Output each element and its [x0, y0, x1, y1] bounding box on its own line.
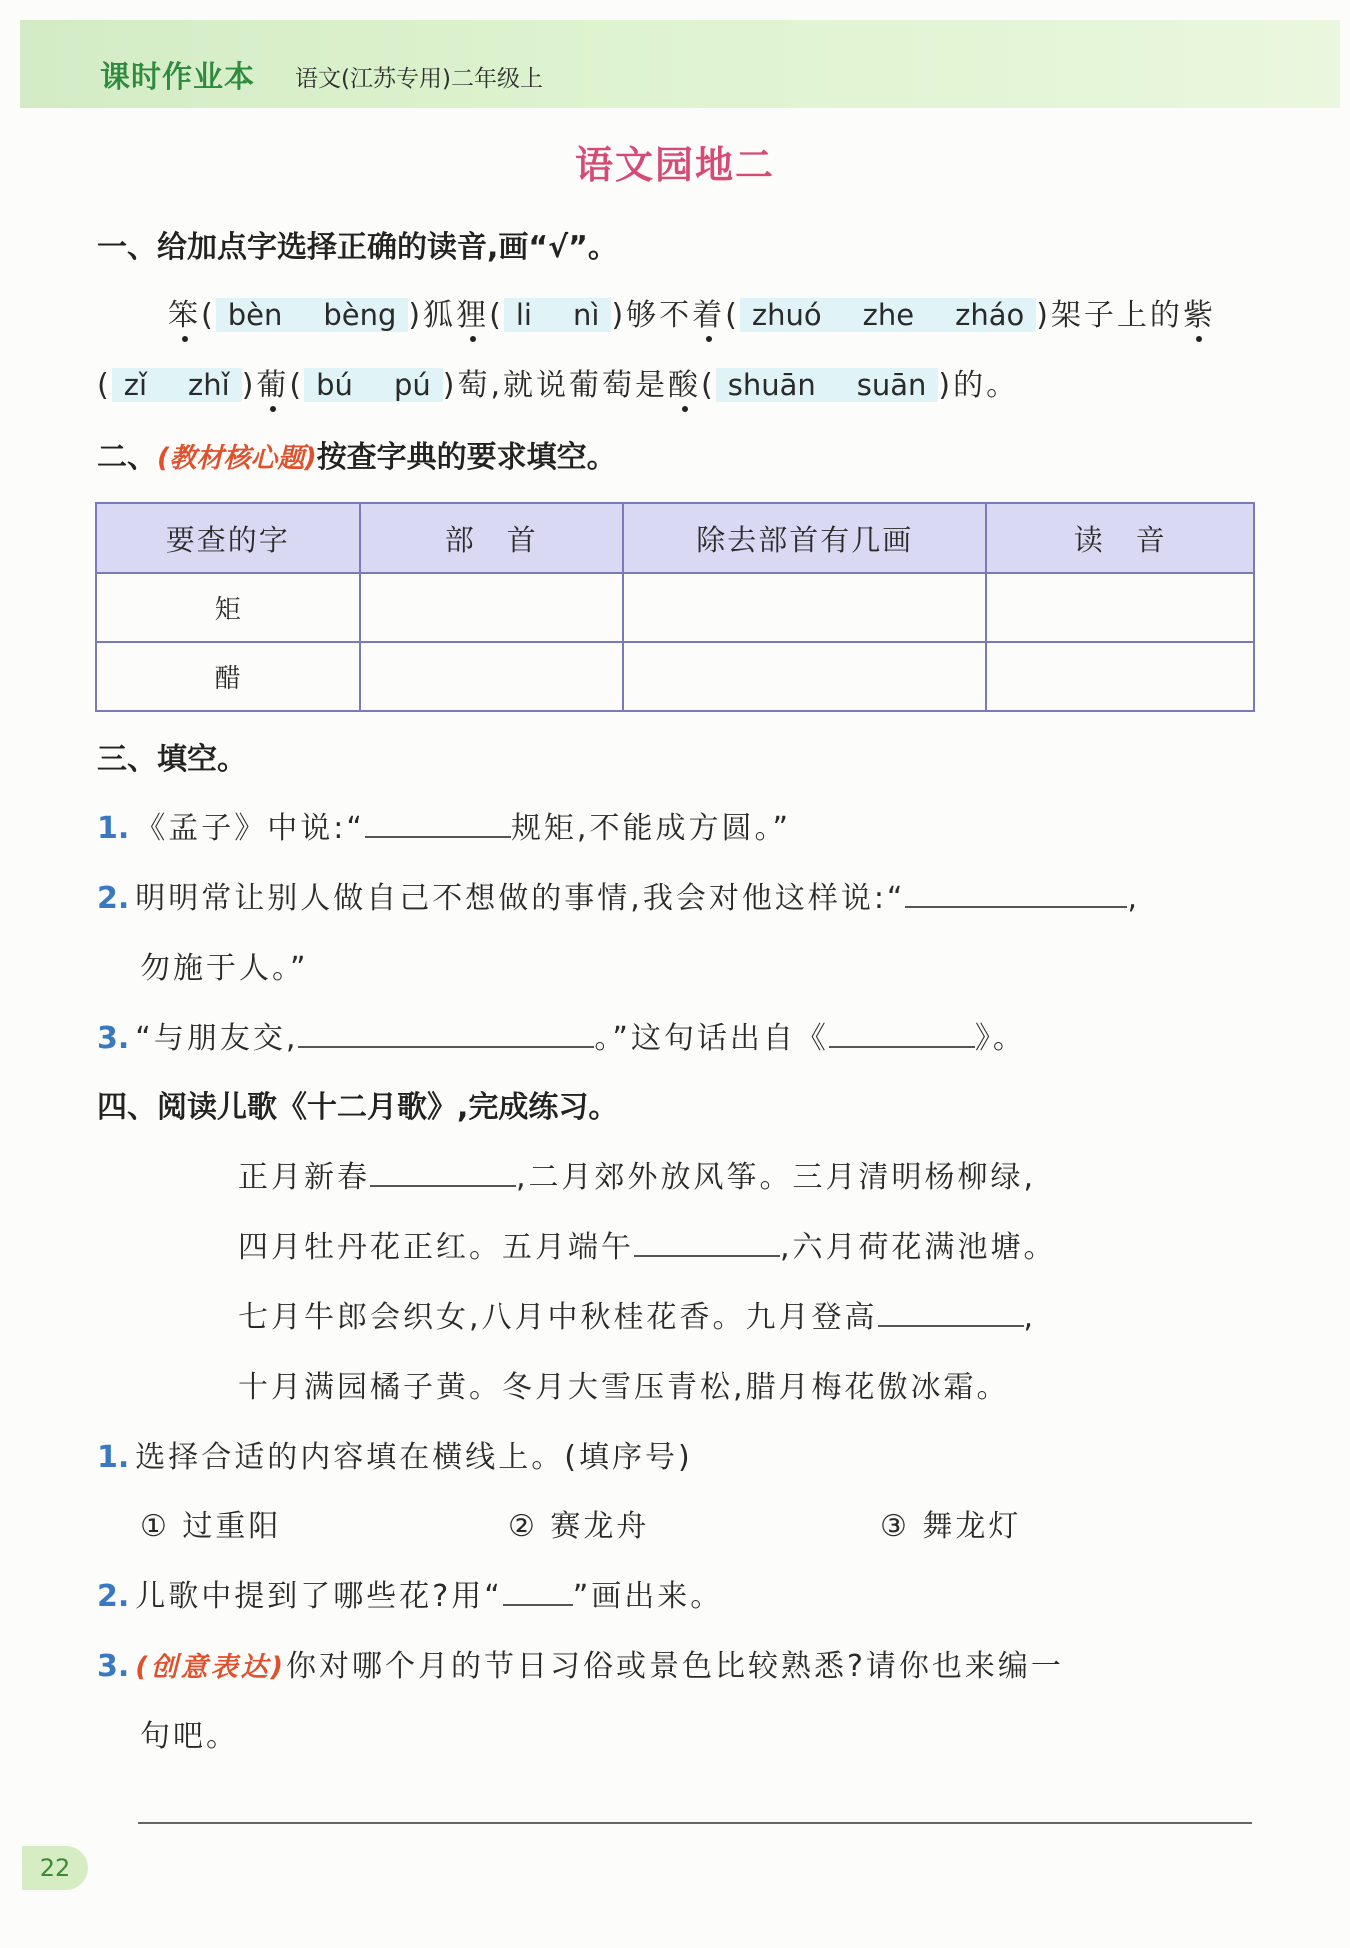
poem-line-3: 七月牛郎会织女,八月中秋桂花香。九月登高 , — [238, 1300, 1037, 1335]
col-header: 读 音 — [986, 503, 1254, 573]
answer-line[interactable] — [138, 1822, 1252, 1824]
section-1-heading: 一、给加点字选择正确的读音,画“√”。 — [97, 230, 618, 265]
table-row — [96, 642, 1254, 711]
pinyin-choices[interactable]: zhuó zhe zháo — [740, 298, 1036, 332]
s3-q3: 3. “与朋友交, 。”这句话出自《 》。 — [97, 1021, 1026, 1056]
fill-blank[interactable] — [878, 1301, 1024, 1327]
option-2: ② 赛龙舟 — [508, 1509, 650, 1544]
core-question-tag: (教材核心题) — [157, 443, 317, 474]
book-title: 语文(江苏专用)二年级上 — [295, 66, 543, 92]
pinyin-cell[interactable] — [986, 573, 1254, 642]
s1-line-2: ( zǐ zhǐ )葡( bú pú )萄,就说葡萄是酸( shuān suān )的。 — [97, 360, 1019, 404]
pinyin-choices[interactable]: bú pú — [304, 368, 443, 402]
col-header: 要查的字 — [96, 503, 360, 573]
strokes-cell[interactable] — [623, 573, 986, 642]
option-1: ① 过重阳 — [140, 1509, 282, 1544]
poem-line-1: 正月新春 ,二月郊外放风筝。三月清明杨柳绿, — [238, 1160, 1037, 1195]
section-3-heading: 三、填空。 — [97, 742, 247, 777]
pinyin-cell[interactable] — [986, 642, 1254, 711]
s4-q1: 1. 选择合适的内容填在横线上。(填序号) — [97, 1440, 693, 1475]
s4-q3: 3. (创意表达)你对哪个月的节日习俗或景色比较熟悉?请你也来编一 — [97, 1649, 1064, 1684]
dotted-char: 酸 — [668, 360, 701, 404]
s4-q3-cont: 句吧。 — [140, 1719, 239, 1754]
dotted-char: 笨 — [168, 290, 201, 334]
fill-blank[interactable] — [365, 812, 511, 838]
section-2-heading: 二、(教材核心题)按查字典的要求填空。 — [97, 440, 617, 475]
pinyin-choices[interactable]: zǐ zhǐ — [112, 368, 242, 402]
s4-q2: 2. 儿歌中提到了哪些花?用“ ”画出来。 — [97, 1579, 724, 1614]
strokes-cell[interactable] — [623, 642, 986, 711]
dotted-char: 狸 — [456, 290, 489, 334]
fill-blank[interactable] — [829, 1022, 975, 1048]
s3-q1: 1. 《孟子》中说:“ 规矩,不能成方圆。” — [97, 811, 792, 846]
s3-q2: 2. 明明常让别人做自己不想做的事情,我会对他这样说:“ , — [97, 881, 1141, 916]
poem-line-2: 四月牡丹花正红。五月端午 ,六月荷花满池塘。 — [238, 1230, 1057, 1265]
pinyin-choices[interactable]: shuān suān — [716, 368, 939, 402]
option-3: ③ 舞龙灯 — [880, 1509, 1022, 1544]
pinyin-choices[interactable]: bèn bèng — [216, 298, 409, 332]
dictionary-table — [95, 502, 1255, 712]
page-title: 语文园地二 — [574, 143, 775, 187]
series-brand: 课时作业本 — [100, 60, 255, 95]
radical-cell[interactable] — [360, 642, 624, 711]
dotted-char: 着 — [692, 290, 725, 334]
col-header: 除去部首有几画 — [623, 503, 986, 573]
section-4-heading: 四、阅读儿歌《十二月歌》,完成练习。 — [97, 1090, 619, 1125]
s3-q2-cont: 勿施于人。” — [140, 951, 309, 986]
fill-blank[interactable] — [298, 1022, 594, 1048]
fill-blank[interactable] — [905, 882, 1127, 908]
page-number: 22 — [22, 1846, 88, 1890]
dotted-char: 紫 — [1183, 290, 1216, 334]
poem-line-4: 十月满园橘子黄。冬月大雪压青松,腊月梅花傲冰霜。 — [238, 1370, 1010, 1405]
table-header-row — [96, 503, 1254, 573]
char-cell: 醋 — [96, 642, 360, 711]
table-row — [96, 573, 1254, 642]
dotted-char: 葡 — [256, 360, 289, 404]
col-header: 部 首 — [360, 503, 624, 573]
fill-blank[interactable] — [370, 1161, 516, 1187]
char-cell: 矩 — [96, 573, 360, 642]
pinyin-choices[interactable]: li nì — [504, 298, 612, 332]
s1-line-1: 笨( bèn bèng )狐狸( li nì )够不着( zhuó zhe zháo )架子上的紫 — [168, 290, 1216, 334]
creative-tag: (创意表达) — [135, 1652, 286, 1683]
fill-blank[interactable] — [634, 1231, 780, 1257]
underline-sample — [503, 1580, 573, 1606]
radical-cell[interactable] — [360, 573, 624, 642]
